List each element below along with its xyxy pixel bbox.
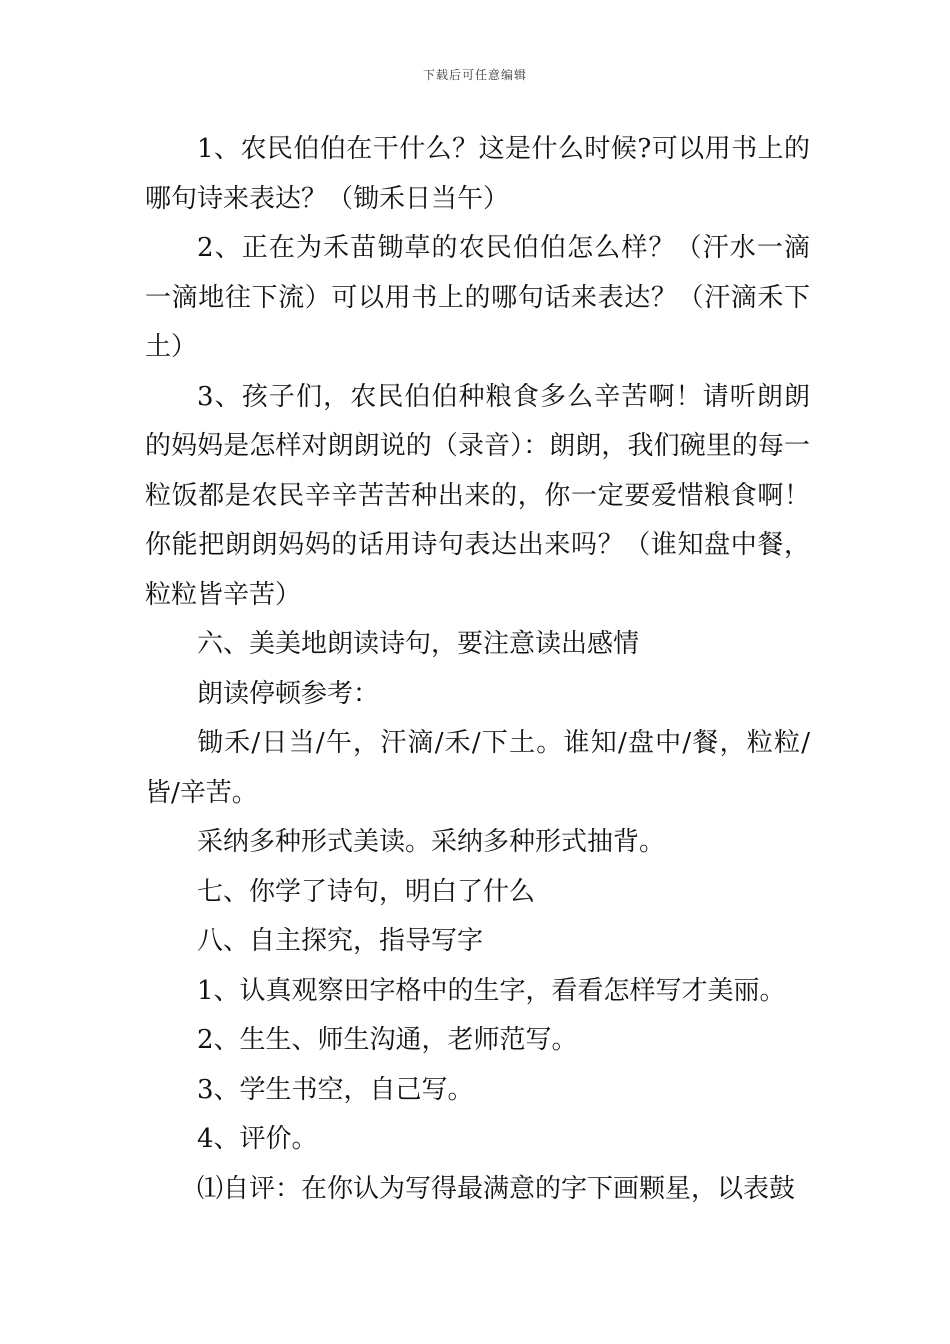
paragraph-step-3: 3、学生书空，自己写。 <box>197 1074 474 1105</box>
paragraph-poem-pauses: 锄禾/日当/午，汗滴/禾/下土。谁知/盘中/餐，粒粒/皆/辛苦。 <box>145 728 810 808</box>
paragraph-reading-methods: 采纳多种形式美读。采纳多种形式抽背。 <box>197 827 666 857</box>
paragraph-self-evaluation: ⑴自评：在你认为写得最满意的字下画颗星，以表鼓 <box>197 1173 796 1204</box>
section-heading-7: 七、你学了诗句，明白了什么 <box>197 876 536 907</box>
section-heading-8: 八、自主探究，指导写字 <box>197 926 484 956</box>
paragraph-reading-pause: 朗读停顿参考： <box>197 678 380 709</box>
paragraph-step-2: 2、生生、师生沟通，老师范写。 <box>197 1025 578 1055</box>
paragraph-question-2: 2、正在为禾苗锄草的农民伯伯怎么样？（汗水一滴一滴地往下流）可以用书上的哪句话来表达？（汗滴禾下土） <box>145 233 810 362</box>
paragraph-step-4: 4、评价。 <box>197 1124 318 1154</box>
document-body <box>145 125 810 1214</box>
paragraph-step-1: 1、认真观察田字格中的生字，看看怎样写才美丽。 <box>197 975 786 1006</box>
paragraph-question-1: 1、农民伯伯在干什么？这是什么时候?可以用书上的哪句诗来表达？（锄禾日当午） <box>145 134 810 214</box>
page-header: 下载后可任意编辑 <box>422 68 527 82</box>
paragraph-question-3: 3、孩子们，农民伯伯种粮食多么辛苦啊！请听朗朗的妈妈是怎样对朗朗说的（录音）：朗朗，我们碗里的每一粒饭都是农民辛辛苦苦种出来的，你一定要爱惜粮食啊！你能把朗朗妈妈的话用诗句表达出来吗？（谁知盘中餐，粒粒皆辛苦） <box>145 381 810 610</box>
section-heading-6: 六、美美地朗读诗句，要注意读出感情 <box>197 629 640 659</box>
